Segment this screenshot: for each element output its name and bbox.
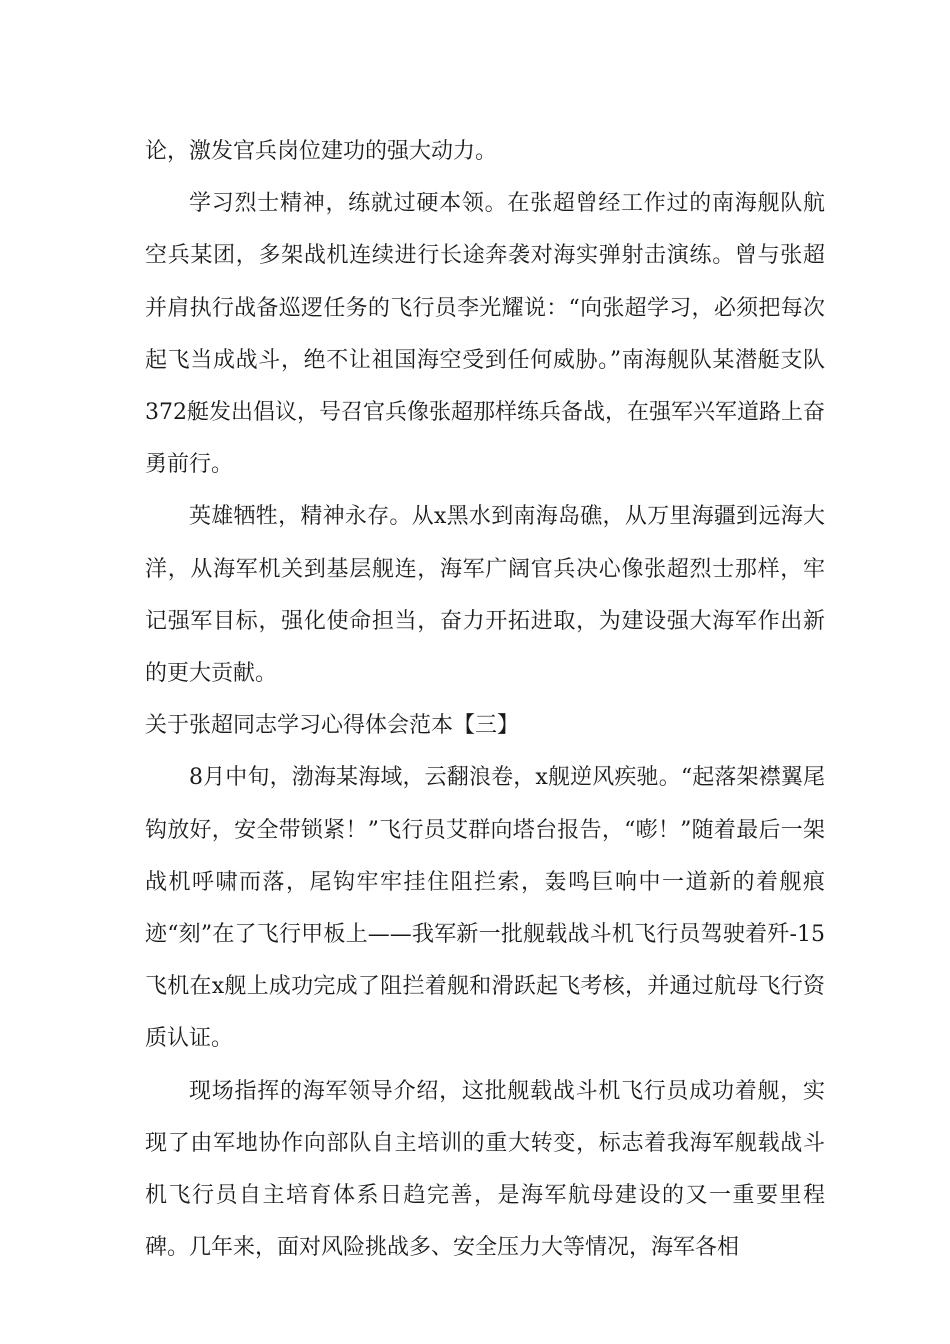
paragraph-learn-spirit: 学习烈士精神，练就过硬本领。在张超曾经工作过的南海舰队航空兵某团，多架战机连续进行长途奔袭对海实弹射击演练。曾与张超并肩执行战备巡逻任务的飞行员李光耀说：“向张超学习，必须把每次起飞当成战斗，绝不让祖国海空受到任何威胁。”南海舰队某潜艇支队372艇发出倡议，号召官兵像张超那样练兵备战，在强军兴军道路上奋勇前行。	[145, 191, 825, 478]
paragraph-commander-intro: 现场指挥的海军领导介绍，这批舰载战斗机飞行员成功着舰，实现了由军地协作向部队自主培训的重大转变，标志着我海军舰载战斗机飞行员自主培育体系日趋完善，是海军航母建设的又一重要里程碑。几年来，面对风险挑战多、安全压力大等情况，海军各相	[145, 1078, 825, 1261]
paragraph-hero-sacrifice: 英雄牺牲，精神永存。从x黑水到南海岛礁，从万里海疆到远海大洋，从海军机关到基层舰连，海军广阔官兵决心像张超烈士那样，牢记强军目标，强化使命担当，奋力开拓进取，为建设强大海军作出新的更大贡献。	[145, 504, 825, 687]
section-heading: 关于张超同志学习心得体会范本【三】	[145, 713, 520, 739]
document-body	[145, 126, 825, 1274]
paragraph-continuation: 论，激发官兵岗位建功的强大动力。	[145, 139, 498, 164]
paragraph-mid-august: 8月中旬，渤海某海域，云翻浪卷，x舰逆风疾驰。“起落架襟翼尾钩放好，安全带锁紧！”飞行员艾群向塔台报告，“嘭！”随着最后一架战机呼啸而落，尾钩牢牢挂住阻拦索，轰鸣巨响中一道新的着舰痕迹“刻”在了飞行甲板上——我军新一批舰载战斗机飞行员驾驶着歼-15飞机在x舰上成功完成了阻拦着舰和滑跃起飞考核，并通过航母飞行资质认证。	[145, 765, 825, 1052]
